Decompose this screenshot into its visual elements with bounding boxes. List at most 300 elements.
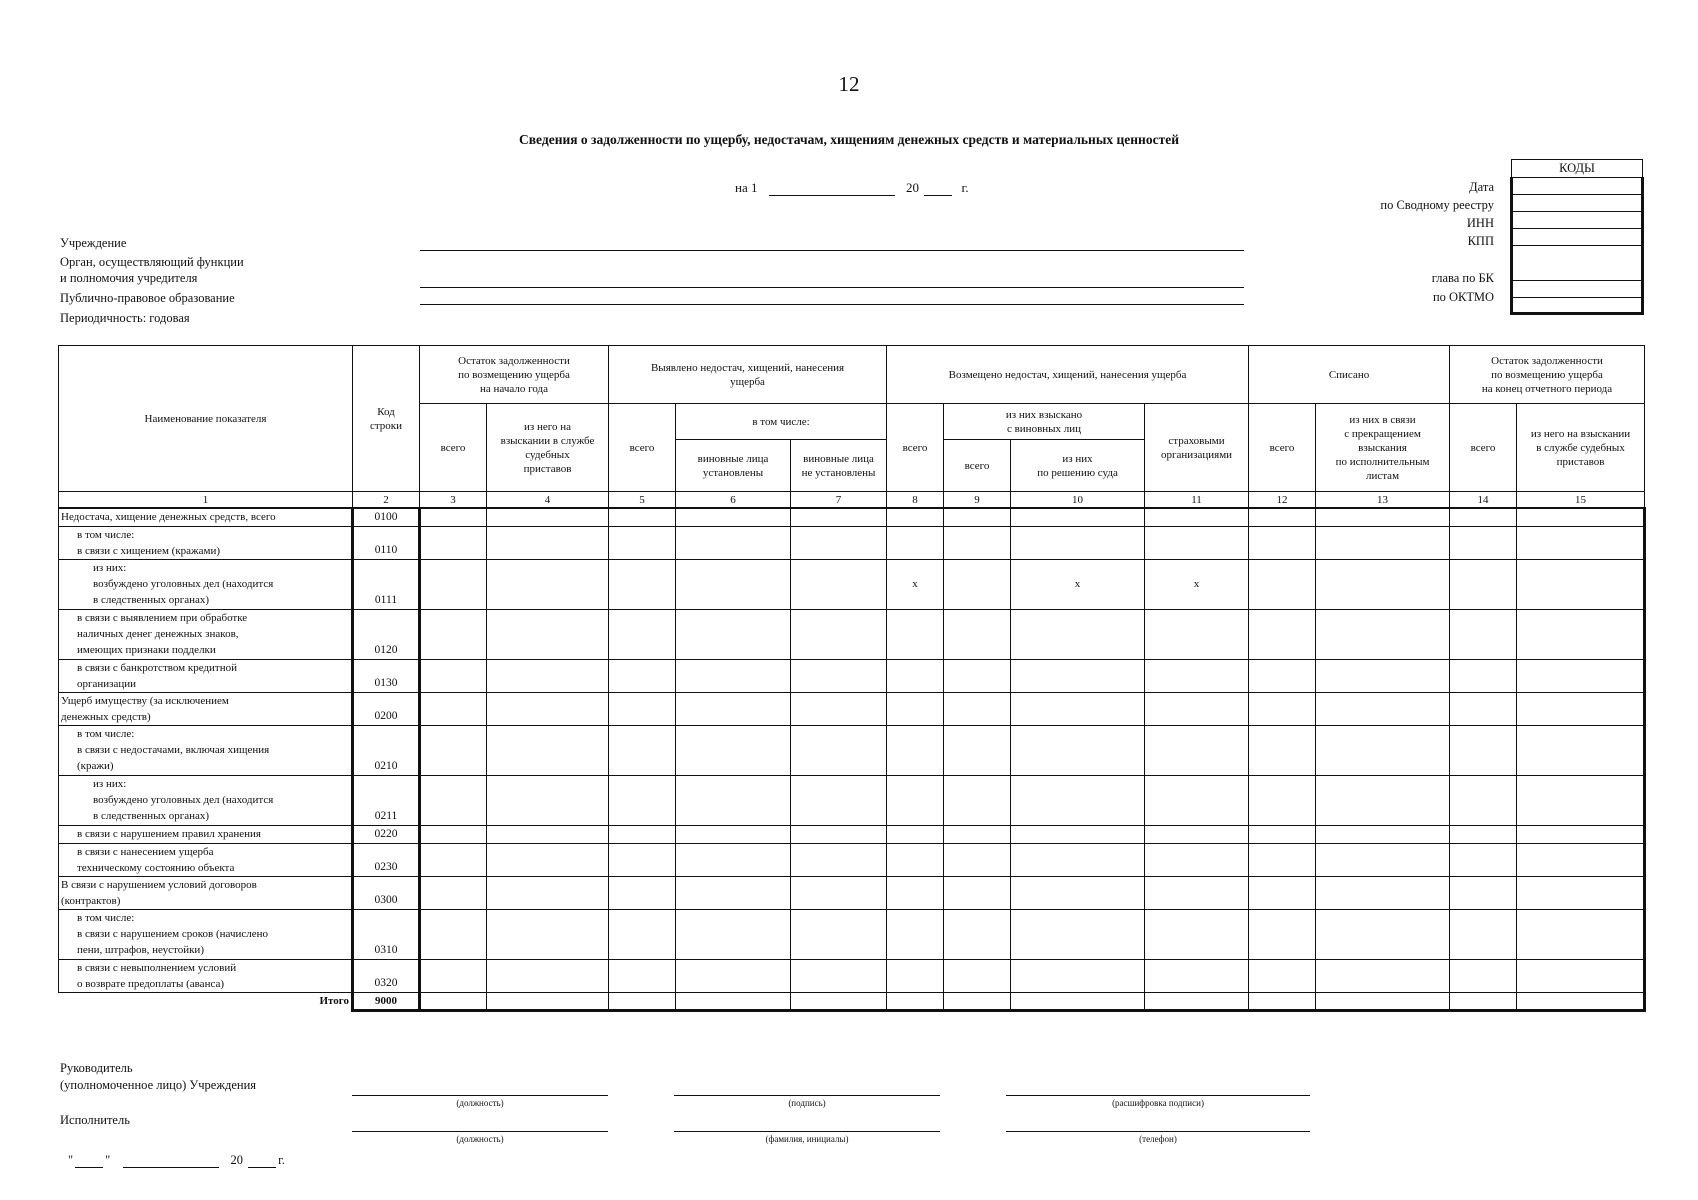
value-cell[interactable] <box>887 909 944 959</box>
value-cell[interactable] <box>887 692 944 725</box>
executor-name-field[interactable] <box>674 1131 940 1132</box>
value-cell[interactable] <box>1316 725 1450 775</box>
value-cell[interactable] <box>944 508 1011 526</box>
value-cell[interactable] <box>676 876 791 909</box>
value-cell[interactable] <box>1145 659 1249 692</box>
institution-label: Учреждение <box>60 236 127 250</box>
value-cell[interactable] <box>791 559 887 609</box>
value-cell[interactable] <box>1249 559 1316 609</box>
value-cell[interactable] <box>1316 692 1450 725</box>
value-cell[interactable] <box>609 609 676 659</box>
value-cell[interactable] <box>676 609 791 659</box>
row-name <box>59 692 353 725</box>
value-cell[interactable] <box>1450 876 1517 909</box>
value-cell[interactable] <box>887 959 944 992</box>
value-cell[interactable] <box>791 775 887 825</box>
value-cell[interactable] <box>1450 559 1517 609</box>
value-cell[interactable] <box>420 692 487 725</box>
value-cell[interactable] <box>609 508 676 526</box>
row-code: 0110 <box>353 526 420 559</box>
value-cell[interactable] <box>1316 659 1450 692</box>
value-cell[interactable] <box>609 909 676 959</box>
value-cell[interactable] <box>420 609 487 659</box>
value-cell[interactable] <box>1316 843 1450 876</box>
head-signature-caption: (подпись) <box>788 1098 826 1108</box>
row-name <box>59 659 353 692</box>
table-row <box>59 909 1645 959</box>
value-cell[interactable] <box>609 825 676 843</box>
value-cell[interactable] <box>1517 843 1645 876</box>
total-value-cell[interactable] <box>609 992 676 1010</box>
total-value-cell[interactable] <box>487 992 609 1010</box>
value-cell[interactable] <box>487 559 609 609</box>
value-cell[interactable] <box>944 725 1011 775</box>
sign-date-month-field[interactable] <box>123 1155 219 1168</box>
row-name-line: в связи с невыполнением условий <box>77 961 237 974</box>
date-day-month-field[interactable] <box>769 183 895 196</box>
value-cell[interactable] <box>420 959 487 992</box>
value-cell[interactable] <box>1316 508 1450 526</box>
value-cell[interactable] <box>791 876 887 909</box>
sign-date-day-field[interactable] <box>75 1155 103 1168</box>
value-cell: х <box>887 559 944 609</box>
value-cell[interactable] <box>1145 825 1249 843</box>
row-name-line: в связи с недостачами, включая хищения <box>77 743 270 756</box>
value-cell[interactable] <box>487 843 609 876</box>
total-value-cell[interactable] <box>1517 992 1645 1010</box>
row-name-line: в том числе: <box>77 528 135 541</box>
head-signature-field[interactable] <box>674 1095 940 1096</box>
value-cell[interactable] <box>1450 775 1517 825</box>
value-cell[interactable] <box>944 775 1011 825</box>
sign-date-year-prefix: 20 <box>230 1153 243 1167</box>
value-cell[interactable] <box>1011 876 1145 909</box>
total-value-cell[interactable] <box>1011 992 1145 1010</box>
column-number: 15 <box>1517 492 1645 509</box>
value-cell[interactable] <box>791 526 887 559</box>
header-comp-insurers <box>1145 404 1249 492</box>
row-name-line: в связи с нарушением правил хранения <box>77 827 261 840</box>
code-cell-bk[interactable] <box>1512 246 1643 281</box>
value-cell[interactable] <box>609 526 676 559</box>
value-cell[interactable] <box>944 959 1011 992</box>
header-wo-detail-line3: взыскания <box>1358 441 1407 454</box>
value-cell[interactable] <box>1249 843 1316 876</box>
value-cell[interactable] <box>487 959 609 992</box>
code-cell-date[interactable] <box>1512 178 1643 195</box>
value-cell[interactable] <box>420 559 487 609</box>
value-cell[interactable] <box>1145 725 1249 775</box>
value-cell[interactable] <box>1145 843 1249 876</box>
value-cell[interactable] <box>609 725 676 775</box>
value-cell[interactable] <box>887 725 944 775</box>
header-start-bailiff-line3: судебных <box>525 448 570 461</box>
founder-field[interactable] <box>420 287 1244 288</box>
header-wo-total: всего <box>1249 404 1316 492</box>
header-recovered-court <box>1011 440 1145 492</box>
value-cell[interactable] <box>1145 609 1249 659</box>
code-label-kpp: КПП <box>1467 234 1494 248</box>
row-name-line: в связи с выявлением при обработке <box>77 611 248 624</box>
column-number: 11 <box>1145 492 1249 509</box>
code-label-date: Дата <box>1469 180 1494 194</box>
value-cell[interactable] <box>1249 659 1316 692</box>
public-entity-field[interactable] <box>420 304 1244 305</box>
value-cell[interactable] <box>791 843 887 876</box>
value-cell[interactable] <box>1517 559 1645 609</box>
value-cell: х <box>1011 559 1145 609</box>
code-cell-oktmo[interactable] <box>1512 281 1643 298</box>
value-cell[interactable] <box>1450 909 1517 959</box>
value-cell[interactable] <box>1145 959 1249 992</box>
date-year-field[interactable] <box>924 183 952 196</box>
value-cell[interactable] <box>487 775 609 825</box>
value-cell[interactable] <box>487 526 609 559</box>
row-name-line: организации <box>77 677 137 690</box>
value-cell[interactable] <box>1517 659 1645 692</box>
table-row <box>59 659 1645 692</box>
value-cell[interactable] <box>1249 508 1316 526</box>
value-cell[interactable] <box>420 909 487 959</box>
value-cell[interactable] <box>1450 825 1517 843</box>
row-name-line: из них: <box>93 777 127 790</box>
value-cell[interactable] <box>1249 609 1316 659</box>
header-comp-insurers-line2: организациями <box>1160 448 1233 461</box>
executor-position-field[interactable] <box>352 1131 608 1132</box>
value-cell[interactable] <box>1316 959 1450 992</box>
value-cell[interactable] <box>609 659 676 692</box>
value-cell[interactable] <box>1517 876 1645 909</box>
value-cell[interactable] <box>676 909 791 959</box>
value-cell[interactable] <box>791 609 887 659</box>
header-recovered-court-line1: из них <box>1062 452 1093 465</box>
value-cell[interactable] <box>1145 876 1249 909</box>
value-cell[interactable] <box>1316 609 1450 659</box>
total-value-cell[interactable] <box>1249 992 1316 1010</box>
value-cell[interactable] <box>487 659 609 692</box>
value-cell[interactable] <box>420 725 487 775</box>
value-cell[interactable] <box>944 909 1011 959</box>
header-culprits-notfound-line2: не установлены <box>801 466 876 479</box>
value-cell[interactable] <box>676 725 791 775</box>
value-cell[interactable] <box>1517 508 1645 526</box>
value-cell[interactable] <box>1517 909 1645 959</box>
row-name-line: в связи с хищением (кражами) <box>77 544 221 557</box>
sign-date-quote-open: " <box>68 1153 74 1167</box>
value-cell[interactable] <box>1011 959 1145 992</box>
header-culprits-found <box>676 440 791 492</box>
code-label-oktmo: по ОКТМО <box>1432 290 1494 304</box>
sign-date-line <box>68 1152 285 1168</box>
row-name-line: (контрактов) <box>61 894 121 907</box>
row-code: 0100 <box>353 508 420 526</box>
value-cell[interactable] <box>1517 775 1645 825</box>
total-value-cell[interactable] <box>1145 992 1249 1010</box>
executor-phone-field[interactable] <box>1006 1131 1310 1132</box>
header-end-total: всего <box>1450 404 1517 492</box>
row-name-line: наличных денег денежных знаков, <box>77 627 239 640</box>
value-cell[interactable] <box>791 692 887 725</box>
value-cell[interactable] <box>1145 909 1249 959</box>
value-cell[interactable] <box>1316 909 1450 959</box>
value-cell[interactable] <box>676 959 791 992</box>
value-cell[interactable] <box>676 508 791 526</box>
total-value-cell[interactable] <box>1316 992 1450 1010</box>
value-cell[interactable] <box>1011 775 1145 825</box>
head-position-field[interactable] <box>352 1095 608 1096</box>
header-culprits-notfound <box>791 440 887 492</box>
value-cell[interactable] <box>1011 526 1145 559</box>
value-cell[interactable] <box>887 609 944 659</box>
value-cell[interactable] <box>887 659 944 692</box>
row-code: 0300 <box>353 876 420 909</box>
row-code: 0111 <box>353 559 420 609</box>
header-found-line1: Выявлено недостач, хищений, нанесения <box>650 361 845 374</box>
value-cell[interactable] <box>1249 692 1316 725</box>
value-cell[interactable] <box>887 508 944 526</box>
column-number: 9 <box>944 492 1011 509</box>
header-start-total: всего <box>420 404 487 492</box>
value-cell[interactable] <box>420 508 487 526</box>
sign-date-year-field[interactable] <box>248 1155 276 1168</box>
value-cell[interactable] <box>887 843 944 876</box>
value-cell[interactable] <box>1450 659 1517 692</box>
total-value-cell[interactable] <box>791 992 887 1010</box>
value-cell[interactable] <box>1249 725 1316 775</box>
header-written-off: Списано <box>1249 346 1450 404</box>
row-name <box>59 526 353 559</box>
total-value-cell[interactable] <box>420 992 487 1010</box>
value-cell[interactable] <box>609 775 676 825</box>
header-end-bailiff-line3: приставов <box>1556 455 1605 468</box>
value-cell[interactable] <box>791 725 887 775</box>
value-cell[interactable] <box>1011 843 1145 876</box>
row-code: 0220 <box>353 825 420 843</box>
value-cell[interactable] <box>487 909 609 959</box>
page-number: 12 <box>838 72 860 96</box>
code-label-registry: по Сводному реестру <box>1380 198 1494 212</box>
page-title: Сведения о задолженности по ущербу, недостачам, хищениям денежных средств и материальных ценностей <box>519 132 1179 147</box>
column-number: 8 <box>887 492 944 509</box>
value-cell[interactable] <box>420 825 487 843</box>
value-cell[interactable] <box>420 526 487 559</box>
value-cell[interactable] <box>420 659 487 692</box>
total-value-cell[interactable] <box>1450 992 1517 1010</box>
table-row <box>59 825 1645 843</box>
value-cell[interactable] <box>944 659 1011 692</box>
executor-label: Исполнитель <box>60 1113 130 1127</box>
value-cell[interactable] <box>791 508 887 526</box>
code-cell-kpp[interactable] <box>1512 229 1643 246</box>
column-number: 10 <box>1011 492 1145 509</box>
executor-position-caption: (должность) <box>456 1134 504 1144</box>
value-cell[interactable] <box>791 659 887 692</box>
total-value-cell[interactable] <box>887 992 944 1010</box>
row-name <box>59 725 353 775</box>
value-cell[interactable] <box>944 692 1011 725</box>
codes-table <box>1510 159 1644 315</box>
value-cell[interactable] <box>1517 959 1645 992</box>
value-cell[interactable] <box>1517 825 1645 843</box>
value-cell[interactable] <box>609 959 676 992</box>
value-cell[interactable] <box>487 609 609 659</box>
value-cell[interactable] <box>1011 825 1145 843</box>
code-cell-registry[interactable] <box>1512 195 1643 212</box>
value-cell[interactable] <box>944 609 1011 659</box>
value-cell[interactable] <box>1249 775 1316 825</box>
row-name-line: возбуждено уголовных дел (находится <box>93 577 274 590</box>
value-cell[interactable] <box>676 526 791 559</box>
header-compensated: Возмещено недостач, хищений, нанесения ущерба <box>887 346 1249 404</box>
row-code: 0230 <box>353 843 420 876</box>
value-cell[interactable] <box>676 659 791 692</box>
value-cell[interactable] <box>1450 508 1517 526</box>
value-cell[interactable] <box>1316 775 1450 825</box>
value-cell[interactable] <box>1011 692 1145 725</box>
row-name <box>59 843 353 876</box>
value-cell[interactable] <box>609 559 676 609</box>
value-cell[interactable] <box>887 775 944 825</box>
value-cell[interactable] <box>944 825 1011 843</box>
table-row <box>59 508 1645 526</box>
value-cell[interactable] <box>944 559 1011 609</box>
value-cell[interactable] <box>1450 526 1517 559</box>
row-name-line: о возврате предоплаты (аванса) <box>77 977 225 990</box>
column-number: 12 <box>1249 492 1316 509</box>
value-cell[interactable] <box>1011 659 1145 692</box>
total-code: 9000 <box>353 992 420 1010</box>
value-cell[interactable] <box>1249 909 1316 959</box>
value-cell[interactable] <box>1517 725 1645 775</box>
column-number: 6 <box>676 492 791 509</box>
value-cell[interactable] <box>487 725 609 775</box>
header-wo-detail <box>1316 404 1450 492</box>
value-cell[interactable] <box>676 775 791 825</box>
value-cell[interactable] <box>1316 876 1450 909</box>
value-cell[interactable] <box>609 876 676 909</box>
value-cell[interactable] <box>1517 609 1645 659</box>
header-end-bailiff-line2: в службе судебных <box>1536 441 1625 454</box>
value-cell[interactable] <box>887 876 944 909</box>
value-cell[interactable] <box>1011 508 1145 526</box>
header-found-incl: в том числе: <box>676 404 887 440</box>
value-cell[interactable] <box>420 876 487 909</box>
value-cell[interactable] <box>1450 959 1517 992</box>
row-name-line: пени, штрафов, неустойки) <box>77 943 204 956</box>
head-decoding-field[interactable] <box>1006 1095 1310 1096</box>
code-label-bk: глава по БК <box>1431 271 1494 285</box>
date-prefix: на 1 <box>735 180 758 195</box>
value-cell[interactable] <box>676 825 791 843</box>
value-cell[interactable] <box>1249 959 1316 992</box>
row-name-line: в связи с банкротством кредитной <box>77 661 238 674</box>
header-comp-total: всего <box>887 404 944 492</box>
value-cell[interactable] <box>487 692 609 725</box>
row-name-line: в следственных органах) <box>93 593 210 606</box>
row-code: 0130 <box>353 659 420 692</box>
value-cell[interactable] <box>676 559 791 609</box>
head-position-caption: (должность) <box>456 1098 504 1108</box>
header-start-bailiff-line4: приставов <box>523 462 572 475</box>
header-code-line1: Код <box>377 405 395 418</box>
value-cell[interactable] <box>420 843 487 876</box>
value-cell[interactable] <box>887 825 944 843</box>
column-number: 14 <box>1450 492 1517 509</box>
value-cell[interactable] <box>887 526 944 559</box>
table-row <box>59 843 1645 876</box>
value-cell[interactable] <box>1450 692 1517 725</box>
value-cell[interactable] <box>1249 876 1316 909</box>
value-cell[interactable] <box>420 775 487 825</box>
header-comp-recovered <box>944 404 1145 440</box>
date-suffix: г. <box>961 180 969 195</box>
value-cell[interactable] <box>791 909 887 959</box>
header-culprits-notfound-line1: виновные лица <box>803 452 874 465</box>
value-cell[interactable] <box>1316 559 1450 609</box>
value-cell[interactable] <box>1145 508 1249 526</box>
total-value-cell[interactable] <box>944 992 1011 1010</box>
total-row <box>59 992 1645 1010</box>
value-cell[interactable] <box>676 692 791 725</box>
value-cell[interactable] <box>1450 843 1517 876</box>
column-numbers-row <box>59 492 1645 509</box>
header-found-total: всего <box>609 404 676 492</box>
value-cell[interactable] <box>676 843 791 876</box>
header-comp-recovered-line2: с виновных лиц <box>1006 422 1082 435</box>
value-cell[interactable] <box>1011 609 1145 659</box>
value-cell[interactable] <box>487 825 609 843</box>
value-cell[interactable] <box>944 526 1011 559</box>
value-cell[interactable] <box>1517 526 1645 559</box>
value-cell[interactable] <box>1316 526 1450 559</box>
row-name <box>59 559 353 609</box>
value-cell[interactable] <box>1011 909 1145 959</box>
column-number: 1 <box>59 492 353 509</box>
value-cell[interactable] <box>1517 692 1645 725</box>
code-cell-inn[interactable] <box>1512 212 1643 229</box>
header-start-bailiff-line1: из него на <box>524 420 572 433</box>
codes-header: КОДЫ <box>1512 160 1643 178</box>
value-cell[interactable] <box>1011 725 1145 775</box>
value-cell[interactable] <box>1145 692 1249 725</box>
value-cell[interactable] <box>609 692 676 725</box>
value-cell[interactable] <box>609 843 676 876</box>
institution-field[interactable] <box>420 250 1244 251</box>
header-end-bailiff <box>1517 404 1645 492</box>
table-row <box>59 559 1645 609</box>
header-wo-detail-line2: с прекращением <box>1344 427 1421 440</box>
row-name-line: в связи с нарушением сроков (начислено <box>77 927 269 940</box>
value-cell[interactable] <box>791 959 887 992</box>
value-cell[interactable] <box>791 825 887 843</box>
code-cell-periodicity[interactable] <box>1512 298 1643 314</box>
value-cell[interactable] <box>1249 825 1316 843</box>
value-cell[interactable] <box>1145 775 1249 825</box>
value-cell[interactable] <box>1450 609 1517 659</box>
value-cell[interactable] <box>487 876 609 909</box>
value-cell[interactable] <box>487 508 609 526</box>
value-cell[interactable] <box>1249 526 1316 559</box>
value-cell[interactable] <box>1450 725 1517 775</box>
table-row <box>59 959 1645 992</box>
value-cell[interactable] <box>1316 825 1450 843</box>
total-value-cell[interactable] <box>676 992 791 1010</box>
value-cell[interactable] <box>944 876 1011 909</box>
value-cell[interactable] <box>1145 526 1249 559</box>
header-recovered-court-line2: по решению суда <box>1037 466 1118 479</box>
value-cell[interactable] <box>944 843 1011 876</box>
header-balance-start-line3: на начало года <box>480 382 548 395</box>
